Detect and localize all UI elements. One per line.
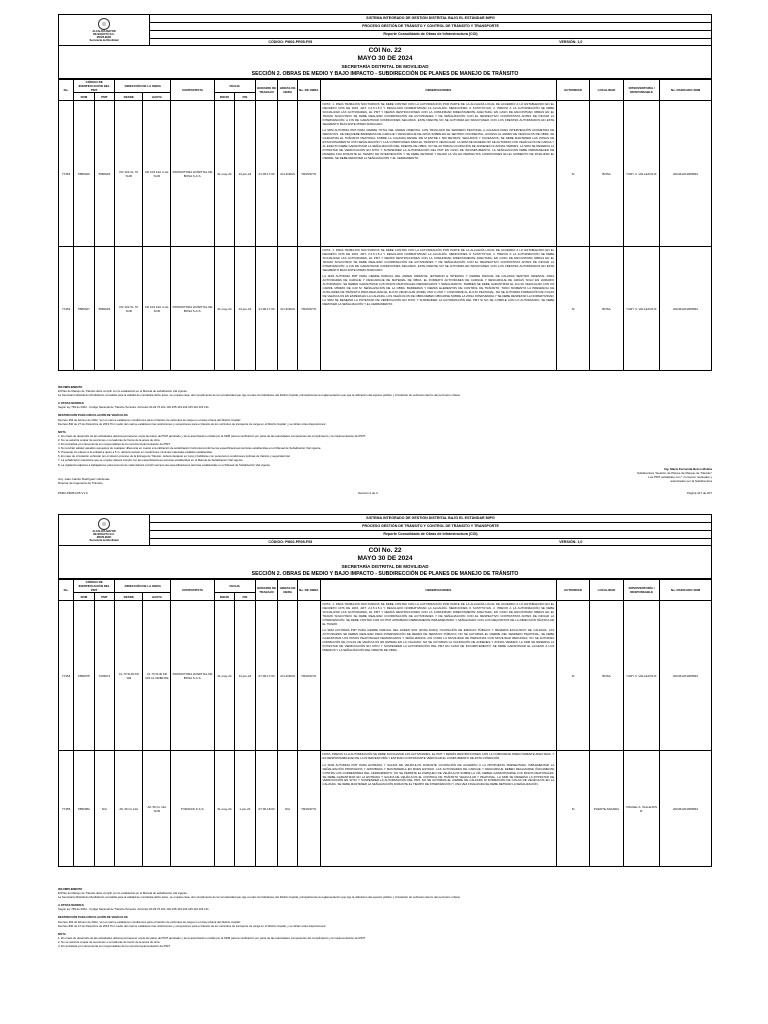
col-observaciones: OBSERVACIONES xyxy=(320,80,557,101)
notes-item: 8. La vigilancia adjuntos a trabajadores para terceros de cada deberá cumplir siempre las especificaciones técnicas establecidas en el Manual de Señalización Vial vigente. xyxy=(58,462,271,467)
col-desde: DESDE xyxy=(115,93,143,101)
col-obra: No. DE OBRA xyxy=(297,580,320,601)
col-codigo: CÓDIGO DE IDENTIFICACIÓN DEL PMT xyxy=(74,580,115,593)
logo-line: DE BOGOTÁ D.C. xyxy=(93,533,115,536)
signature-left-name: Arq. Juan Camilo Rodríguez Cárdenas xyxy=(58,476,110,481)
col-fecha: FECHA xyxy=(214,80,255,93)
bogota-logo xyxy=(59,515,150,545)
cell-autoridad: SI xyxy=(557,247,589,371)
coat-of-arms-icon xyxy=(98,518,110,530)
cell-autoridad: SI xyxy=(557,751,589,867)
footer-code: PM02-PR05-F05 V1,0 xyxy=(58,490,88,495)
obs-note: NOTA: 1. PARA TRABAJOS NOCTURNOS SE DEBE CONTAR CON LA AUTORIZACIÓN POR PARTE DE LA ALCALDÍA LOCAL DE ACUERDO A LO ESTABLECIDO EN EL DECRETO 1076 DE 2015, ART. 2.2.5.1.5.4 Y REGULADO NORMATIVIDAD LA ALCALDÍA. MEDICIONES O SUSTITUYAN, 2. PREVIO A LA AUTORIZACIÓN SE DEBE SOCIALIZAR LAS ACTIVIDADES, EL PMT Y DEMÁS RESTRICCIONES CON LA COMUNIDAD DIRECTAMENTE AFECTADA; EN CASO DE ENCONTRAR OBRAS EN EL TRAMO SOLICITADO SE DEBE REALIZAR COORDINACIÓN DE ACTIVIDADES Y DE SEÑALIZACIÓN CON EL RESPECTIVO CONTRATISTA ANTES DE INICIAR LA INTERVENCIÓN. SE DEBE CONTAR CON UN PMT APROBADO DEBIDAMENTE IMPLEMENTADO Y SEÑALIZADO CON LOS REQUISITOS DE LA DIRECCIÓN TÉCNICA DE EL TRAMO. xyxy=(322,602,555,626)
notes-item: 6. En caso de circulación vehicular por el sitio/en proceso de la Entrega de Tránsito, deberá destacar en zona y habiliarse con personal en condiciones óptimas de tránsito y seguridad vial. xyxy=(58,454,291,459)
col-pmt: PMT xyxy=(94,593,115,601)
cell-num: TRANSITO xyxy=(297,101,320,247)
cell-horas: 24 HORAS xyxy=(278,247,297,371)
notes-heading: NOTA xyxy=(58,429,66,434)
signature-right-note: autorizados por la Subdirectora xyxy=(670,478,712,483)
cell-responsable: YURY V. VALLEJOS R. xyxy=(624,101,660,247)
col-observaciones: OBSERVACIONES xyxy=(320,580,557,601)
logo-line: MOVILIDAD xyxy=(96,536,112,539)
cell-localidad: PUENTE ARANDA xyxy=(589,751,624,867)
cell-observaciones xyxy=(320,601,557,751)
obs-note: NOTA: 1. PARA TRABAJOS NOCTURNOS SE DEBE CONTAR CON LA AUTORIZACIÓN POR PARTE DE LA ALCALDÍA LOCAL DE ACUERDO A LO ESTABLECIDO EN EL DECRETO 1076 DE 2015, ART. 2.2.5.1.5.4 Y REGULADO NORMATIVIDAD LA ALCALDÍA. MEDICIONES O SUSTITUYAN, 2. PREVIO A LA AUTORIZACIÓN SE DEBE SOCIALIZAR LAS ACTIVIDADES, EL PMT Y DEMÁS RESTRICCIONES CON LA COMUNIDAD DIRECTAMENTE AFECTADA; EN CASO DE ENCONTRAR OBRAS EN EL TRAMO SOLICITADO SE DEBE REALIZAR COORDINACIÓN DE ACTIVIDADES Y DE SEÑALIZACIÓN CON EL RESPECTIVO CONTRATISTA ANTES DE INICIAR LA INTERVENCIÓN. A FIN DE GARANTIZAR CONDICIONES SEGURAS, ESTE FRENTE NO SE AUTORIZA EN SIMULTÁNEO CON LOS FRENTES AUTORIZADOS EN ESTE SEGMENTO BAJO ESTE MISMO RADICADO. xyxy=(322,102,555,126)
notes-block xyxy=(58,887,712,948)
cell-sdm: 5580075 xyxy=(74,601,95,751)
col-fecha: FECHA xyxy=(214,580,255,593)
notes-heading: RESTRICCIÓN PARA CIRCULACIÓN DE VEHÍCULOS xyxy=(58,915,128,920)
cell-fin: 13-jun-24 xyxy=(235,601,256,751)
header-process: PROCESO GESTIÓN DE TRÁNSITO Y CONTROL DE TRÁNSITO Y TRANSPORTE xyxy=(150,523,711,531)
cell-responsable: MIGUEL A. VALLEJOS R. xyxy=(624,751,660,867)
cell-radicado: 202461201905832 xyxy=(659,751,711,867)
cell-autoridad: SI xyxy=(557,601,589,751)
table-row xyxy=(59,101,712,247)
notes-heading: RESTRICCIÓN PARA CIRCULACIÓN DE VEHÍCULOS xyxy=(58,413,128,418)
notes-item: 1. El ornato de desarrollo de las actividades deberá permanecer copia del plano del PMT aprobado y de la autorización emitida por la SDM para la verificación por parte de las autoridades competentes del cumplimiento y la implementación del PMT. xyxy=(58,433,366,438)
cell-num: TRANSITO xyxy=(297,601,320,751)
notes-item: 7. La señalización transitoria que se emplee deberá cumplir con las especificaciones técnicas establecidas en el Manual de Señalización Vial vigente. xyxy=(58,458,244,463)
cell-autoridad: SI xyxy=(557,101,589,247)
col-inicio: INICIO xyxy=(214,93,235,101)
notes-heading: A OTRAS NORMAS xyxy=(58,903,84,908)
title-block xyxy=(58,546,712,579)
signature-right-note: Los PMT señalados con * no fueron revisados y xyxy=(648,474,712,479)
col-contratista: CONTRATISTA xyxy=(171,580,214,601)
header-code: CÓDIGO: PM02-PR05-F05 xyxy=(268,540,313,544)
header-version: VERSIÓN: 1,0 xyxy=(559,540,583,544)
cell-desde: KR 103 CL 70 SUR xyxy=(115,247,143,371)
cell-contratista: PROMOTORA HOSPITAL DE BOSA S.A.S. xyxy=(171,101,214,247)
cell-hasta: CL 73 SUR KR 103 AL ORIENTE xyxy=(143,601,171,751)
signature-right-role: Subdirectora "Gestión de Planes de Manejo de Tránsito" xyxy=(636,470,712,475)
notes-heading: INCUMPLIMIENTO xyxy=(58,887,83,891)
table-row xyxy=(59,247,712,371)
cell-contratista: PROMOTORA HOSPITAL DE BOSA S.A.S. xyxy=(171,601,214,751)
col-sdm: SDM xyxy=(74,93,95,101)
col-localidad: LOCALIDAD xyxy=(589,80,624,101)
cell-horas: 24 HORAS xyxy=(278,101,297,247)
obs-detail: LA SDM AUTORIZA PMT PARA CIERRE TOTAL DEL ANDEN ORIENTAL CON TRASLADO DE SENDERO PEATONAL A CALZADA PARA INTERVENCIÓN ACOMETIDA DE SERVICIOS. SE REQUIERE BARRERAS DE CARGUE Y DESCARGUE DE GRÚA SOBRE EN EL SENTIDO OCCIDENTAL, ACCESO AL ANDEN DE VEHÍCULOS DE OBRA. SE GARANTIZA EL TRÁNSITO PEATONAL SOBRE LA CALZADA DESDE 300 M ENTRE 1 500 METROS; SEGUIDOS Y SUCESIVOS; SE DEBE MANTENER LAS ZONAS DE ESTACIONAMIENTO CON SEÑALIZACIÓN Y LAS CONDICIONES PARA EL TRÁNSITO VEHICULAR; LA SDM DE MANERA NO SE AUTORIZA CON VEHÍCULOS DE CARGA Y AL EFECTO DEBE GARANTIZAR LA SEÑALIZACIÓN DEL FRENTE DE OBRA. NO SE AUTORIZA OCUPACIÓN DE ANDENES NI ZONAS VERDES; LA SDM SE RESERVA LA POTESTAD DE VERIFICACIÓN EN SITIO Y SUSPENDER LA AUTORIZACIÓN DEL PMT EN CASO DE INCUMPLIMIENTO; LA SEÑALIZACIÓN DEBE PERMANECER DE MANERA FIJA DURANTE EL TIEMPO DE INTERVENCIÓN Y SE DEBE RETIRAR Y DEJAR LA VÍA EN PERFECTAS CONDICIONES EN EL MOMENTO DE FINALIZAR EL CIERRE. SE DEBE REMOVER LA SEÑALIZACIÓN Y EL CERRAMIENTO. xyxy=(322,128,555,160)
notes-item: 3. El contratista y/o interventoría son responsables de la correcta implementación del PMT. xyxy=(58,944,171,949)
notes-block xyxy=(58,385,712,467)
cell-horario: 21:00-17:00 xyxy=(255,247,278,371)
cell-localidad: BOSA xyxy=(589,601,624,751)
footer-section: Sección 2 de 2 xyxy=(358,490,378,495)
works-table xyxy=(58,579,712,867)
cell-desde: AK 30 CL 11A xyxy=(115,751,143,867)
col-horas: HORAS DE OBRA xyxy=(278,80,297,101)
logo-line: Secretaría de Movilidad xyxy=(89,39,119,42)
document-page-1 xyxy=(58,14,712,499)
obs-detail: LA SDM AUTORIZA PMT PARA CIERRE PARCIAL DEL ANDEN ORIENTAL (EXTERNO E INTERNO) Y CIERRE PARCIAL DE CALZADA SENTIDO ORIENTAL PARA ACTIVIDADES DE CARGUE Y DESCARGUE DE MATERIAL DE OBRA. EL FORMATO ACTIVIDADES DE CARGUE Y DESCARGUE DE GRÚAS SOLO EN HORARIO AUTORIZADO. SE DEBEN GARANTIZAR LOS PASOS PEATONALES DEMARCADOS Y SEÑALIZADOS; TAMBIÉN SE DEBE GARANTIZAR EL FLUJO VEHICULAR CON UN CARRIL MÍNIMO DE 3.00 M. SEÑALIZACIÓN DE LA OBRA: BARRERAS Y DEMÁS ELEMENTOS DE CONTROL DE TRÁNSITO; TODO MOMENTO LA PRESENCIA DE AUXILIARES DE TRÁNSITO PARA REALIZAR EL FLUJO VEHICULAR (PARE) UNO A UNO Y CONFORME AL FLUJO PEATONAL; NO SE AUTORIZA FORMACIÓN DE COLAS DE VEHÍCULOS EN ESPERA EN LA CALZADA, LOS VEHÍCULOS DE OBRA DEBEN UBICARSE SOBRE LA ZONA INTERVENIDA Y SE DEBE RESPETAR LA NORMATIVIDAD; LA SDM SE RESERVA LA POTESTAD DE VERIFICACIÓN EN SITIO Y SUSPENDER LA AUTORIZACIÓN DEL PMT SI NO SE CUMPLE CON LO AUTORIZADO. SE DEBE REMOVER LA SEÑALIZACIÓN Y EL CERRAMIENTO. xyxy=(322,274,555,306)
obs-detail: LA SDM AUTORIZA PMT PARA CIERRE PARCIAL DEL ANDEN SUR (ZONA DURA) OCUPACIÓN DE ESPACIO PÚBLICO Y RESERVA EXCLUSIVO DE CALZADA. LAS ACTIVIDADES SE DEBEN REALIZAR PARA INTERVENCIÓN DE REDES DE SERVICIO PÚBLICO; NO SE AUTORIZA EL CIERRE DEL SENDERO PEATONAL, SE DEBE GARANTIZAR LOS PASOS PEATONALES DEMARCADOS Y SEÑALIZADOS; ASÍ COMO LA MOVILIDAD DE PERSONAS CON MOVILIDAD REDUCIDA; NO SE AUTORIZA FORMACIÓN DE COLAS DE VEHÍCULOS EN ESPERA EN LA CALZADA; NO SE AUTORIZA LA OCUPACIÓN DE ANDENES Y ZONAS VERDES; LA SDM SE RESERVA LA POTESTAD DE VERIFICACIÓN EN SITIO Y SUSPENDER LA AUTORIZACIÓN DEL PMT EN CASO DE INCUMPLIMIENTO; SE DEBE GARANTIZAR EL ACCESO A LOS PREDIOS Y LA SEÑALIZACIÓN DEL FRENTE DE OBRA. xyxy=(322,628,555,652)
cell-contratista: PROMOTORA HOSPITAL DE BOSA S.A.S. xyxy=(171,247,214,371)
footer-page: Página 117 de 207 xyxy=(687,490,712,495)
title-block xyxy=(58,46,712,79)
cell-inicio: 31-may-24 xyxy=(214,247,235,371)
cell-no: 77453 xyxy=(59,247,74,371)
col-radicado: No. RADICADO SDM xyxy=(659,580,711,601)
logo-line: MOVILIDAD xyxy=(96,36,112,39)
section-title: SECCIÓN 2. OBRAS DE MEDIO Y BAJO IMPACTO - SUBDIRECCIÓN DE PLANES DE MANEJO DE TRÁNSITO xyxy=(59,570,711,579)
cell-fin: 13-jun-24 xyxy=(235,247,256,371)
table-row xyxy=(59,751,712,867)
col-responsable: INTERVENTORÍA / RESPONSABLE xyxy=(624,80,660,101)
cell-contratista: TOMAVAS S.A.S. xyxy=(171,751,214,867)
section-title: SECCIÓN 2. OBRAS DE MEDIO Y BAJO IMPACTO - SUBDIRECCIÓN DE PLANES DE MANEJO DE TRÁNSITO xyxy=(59,70,711,79)
cell-responsable: YURY V. VALLEJOS R. xyxy=(624,247,660,371)
signature-left-role: Director de Ingeniería de Tránsito xyxy=(58,480,103,485)
cell-pmt: 5580026 xyxy=(94,101,115,247)
cell-observaciones xyxy=(320,101,557,247)
col-no: No. xyxy=(59,580,74,601)
notes-item: 1. El ornato de desarrollo de las actividades deberá permanecer copia del plano del PMT aprobado y de la autorización emitida por la SDM para la verificación por parte de las autoridades competentes del cumplimiento y la implementación del PMT. xyxy=(58,935,366,940)
notes-item: 5. Presentar los planos a la entidad a quien a 5 m, deberán actuar en condiciones mínimas materiales estables establecidas. xyxy=(58,450,213,455)
cell-horario: 07:00-18:00 xyxy=(255,751,278,867)
logo-line: Secretaría de Movilidad xyxy=(89,539,119,542)
report-date: MAYO 30 DE 2024 xyxy=(357,555,413,562)
cell-hasta: KR 103 12A m AL SUR xyxy=(143,101,171,247)
header-code: CÓDIGO: PM02-PR05-F05 xyxy=(268,40,313,44)
notes-line: La Secretaría Distrital de Movilidad lo convalida para la calidad de contratista dicho aviso, se emplea casa, del cumplimiento de la normatividad que rige a todos los habitantes del Distrito Capital, principalmente la reglamentación que rige la utilización del espacio público y circulación de vehículos dentro del perímetro urbano. xyxy=(58,895,461,900)
bogota-logo xyxy=(59,15,150,45)
col-autoridad: AUTORIDAD xyxy=(557,580,589,601)
header-report: Reporte Consolidado de Obras de Infraestructura (COI) xyxy=(150,31,711,39)
cell-no: 77455 xyxy=(59,751,74,867)
document-page-2 xyxy=(58,514,712,948)
notes-line: Decreto 294 de febrero de 2022, 'por el cual se establecen condiciones para el tránsito de vehículos de carga en el área urbana del Distrito Capital'. xyxy=(58,919,242,924)
logo-line: ALCALDÍA MAYOR xyxy=(92,530,116,533)
page-footer xyxy=(58,491,712,499)
cell-horario: 07:00-17:00 xyxy=(255,601,278,751)
cell-num: TRANSITO xyxy=(297,247,320,371)
col-fin: FIN xyxy=(235,593,256,601)
notes-heading: A OTRAS NORMAS xyxy=(58,401,84,406)
notes-line: Según ley 769 de 2002 - Código Nacional de Tránsito Terrestre. Artículos 60.29.76.101.104.105.103.104.105.110.115.131. xyxy=(58,907,210,912)
notes-line: Decreto 840 de 27 de Diciembre de 2019 'Por medio del cual se establecen las restricciones y excepciones para el tránsito de los vehículos de transporte de carga en el Distrito Capital, y se dictan otras disposiciones'. xyxy=(58,421,327,426)
col-fin: FIN xyxy=(235,93,256,101)
document-header xyxy=(58,14,712,46)
cell-no: 77454 xyxy=(59,601,74,751)
col-direccion: DIRECCIÓN DE LA OBRA xyxy=(115,80,171,93)
col-hasta: HASTA xyxy=(143,93,171,101)
cell-fin: 1-jun-24 xyxy=(235,751,256,867)
col-autoridad: AUTORIDAD xyxy=(557,80,589,101)
col-hasta: HASTA xyxy=(143,593,171,601)
col-direccion: DIRECCIÓN DE LA OBRA xyxy=(115,580,171,593)
col-sdm: SDM xyxy=(74,593,95,601)
cell-sdm: 5580026 xyxy=(74,101,95,247)
notes-line: Decreto 840 de 27 de Diciembre de 2019 'Por medio del cual se establecen las restricciones y excepciones para el tránsito de los vehículos de transporte de carga en el Distrito Capital, y se dictan otras disposiciones'. xyxy=(58,923,327,928)
coi-number: COI No. 22 xyxy=(368,547,402,554)
col-horario: HORARIO DE TRABAJO xyxy=(255,80,278,101)
cell-observaciones xyxy=(320,247,557,371)
notes-line: Decreto 294 de febrero de 2022, 'por el cual se establecen condiciones para el tránsito de vehículos de carga en el área urbana del Distrito Capital'. xyxy=(58,417,242,422)
cell-num: TRANSITO xyxy=(297,751,320,867)
cell-hasta: AK 30 CL 11A SUR xyxy=(143,751,171,867)
notes-item: 2. No se autoriza ocupar de secciones o nervaduras de frente de la acera de obra. xyxy=(58,437,161,442)
header-version: VERSIÓN: 1,0 xyxy=(559,40,583,44)
notes-line: El Plan de Manejo de Tránsito debe cumplir con lo establecido en el Manual de señalización vial vigente. xyxy=(58,891,188,896)
coat-of-arms-icon xyxy=(98,18,110,30)
col-horas: HORAS DE OBRA xyxy=(278,580,297,601)
cell-radicado: 202461201905832 xyxy=(659,601,711,751)
col-radicado: No. RADICADO SDM xyxy=(659,80,711,101)
col-pmt: PMT xyxy=(94,93,115,101)
report-date: MAYO 30 DE 2024 xyxy=(357,55,413,62)
cell-pmt: N/A xyxy=(94,751,115,867)
signature-right-name: Ing. María Fernanda Bravo Molina xyxy=(663,466,712,471)
cell-pmt: 7235072 xyxy=(94,601,115,751)
cell-desde: KR 103 CL 70 SUR xyxy=(115,101,143,247)
notes-line: El Plan de Manejo de Tránsito debe cumplir con lo establecido en el Manual de señalización vial vigente. xyxy=(58,389,188,394)
cell-no: 77453 xyxy=(59,101,74,247)
cell-horas: N/A xyxy=(278,751,297,867)
cell-pmt: 5580026 xyxy=(94,247,115,371)
col-horario: HORARIO DE TRABAJO xyxy=(255,580,278,601)
logo-line: ALCALDÍA MAYOR xyxy=(92,30,116,33)
cell-horas: 24 HORAS xyxy=(278,601,297,751)
cell-localidad: BOSA xyxy=(589,101,624,247)
col-contratista: CONTRATISTA xyxy=(171,80,214,101)
secretaria-title: SECRETARÍA DISTRITAL DE MOVILIDAD xyxy=(341,64,429,69)
cell-hasta: KR 103 12A m AL SUR xyxy=(143,247,171,371)
obs-note: NOTA: PREVIO A LA AUTORIZACIÓN SE DEBE SOCIALIZAR LAS ACTIVIDADES, EL PMT Y DEMÁS RESTRICCIONES CON LA COMUNIDAD DIRECTAMENTE AFECTADA. Y ES RESPONSABILIDAD DE LA INTERVENTORÍA Y ENTIDAD CONTRATANTE VERIFICAR EL CUMPLIMIENTO DE ESTA CONDICIÓN. xyxy=(322,752,555,760)
cell-localidad: BOSA xyxy=(589,247,624,371)
document-header xyxy=(58,514,712,546)
cell-desde: CL 73 SUR KR 103 xyxy=(115,601,143,751)
notes-line: Según ley 769 de 2002 - Código Nacional de Tránsito Terrestre. Artículos 60.29.76.101.104.105.103.104.105.110.115.131. xyxy=(58,405,210,410)
notes-item: 3. El contratista y/o interventoría son responsables de la correcta implementación del PMT. xyxy=(58,442,171,447)
obs-detail: LA SDM AUTORIZA PMT PARA ENTRADA Y SALIDA DE VEHÍCULOS DURANTE OCUPACIÓN DE ACUERDO A LA PROPUESTA PRESENTADA, IMPLEMENTAR LA SEÑALIZACIÓN PROPUESTA Y APROBADA Y MANTENERLA EN BUEN ESTADO. LAS ACTIVIDADES DE CARGUE Y DESCARGUE DEBEN REALIZARSE ÚNICAMENTE CONTRA LOS CORREDORES DEL CERRAMIENTO; NO SE PERMITE EL PARQUEO DE VEHÍCULOS SOBRE LA VÍA; DEBEN GARANTIZARSE LOS PASOS PEATONALES. SE DEBE GARANTIZAR EN LA ENTRADA Y SALIDA DE VEHÍCULOS EL CONTROL DE TRÁNSITO VEHICULAR Y PEATONAL. LA SDM SE RESERVA LA POTESTAD DE VERIFICACIÓN EN SITIO Y SUSPENDER LA AUTORIZACIÓN DEL PMT. NO SE AUTORIZA EL CIERRE DE CALZADA NI FORMACIÓN DE COLAS DE VEHÍCULOS EN LA CALZADA. SE DEBE MANTENER LA SEÑALIZACIÓN DURANTE EL TIEMPO DE INTERVENCIÓN Y UNA VEZ FINALIZADA SE DEBE RETIRAR LA SEÑALIZACIÓN. xyxy=(322,762,555,787)
cell-inicio: 31-may-24 xyxy=(214,751,235,867)
table-row xyxy=(59,601,712,751)
works-table xyxy=(58,79,712,371)
header-report: Reporte Consolidado de Obras de Infraestructura (COI) xyxy=(150,531,711,539)
header-system: SISTEMA INTEGRADO DE GESTIÓN DISTRITAL BAJO EL ESTÁNDAR MIPG xyxy=(150,15,711,23)
cell-inicio: 31-may-24 xyxy=(214,601,235,751)
signatures xyxy=(58,467,712,491)
header-process: PROCESO GESTIÓN DE TRÁNSITO Y CONTROL DE TRÁNSITO Y TRANSPORTE xyxy=(150,23,711,31)
col-responsable: INTERVENTORÍA / RESPONSABLE xyxy=(624,580,660,601)
cell-radicado: 202461201905832 xyxy=(659,247,711,371)
cell-radicado: 202461201905832 xyxy=(659,101,711,247)
coi-number: COI No. 22 xyxy=(368,47,402,54)
col-obra: No. DE OBRA xyxy=(297,80,320,101)
cell-horario: 21:00-17:00 xyxy=(255,101,278,247)
cell-inicio: 31-may-24 xyxy=(214,101,235,247)
notes-heading: INCUMPLIMIENTO xyxy=(58,385,83,389)
notes-item: 4. No tendrán validez aquellos supuestos de cualquier diferencia en cuanto a la utilización de señalización horizontal conforme las especificaciones técnicas establecidas en el Manual de Señalización Vial vigente. xyxy=(58,446,322,451)
notes-line: La Secretaría Distrital de Movilidad lo convalida para la calidad de contratista dicho aviso, se emplea casa, del cumplimiento de la normatividad que rige a todos los habitantes del Distrito Capital, principalmente la reglamentación que rige la utilización del espacio público y circulación de vehículos dentro del perímetro urbano. xyxy=(58,393,461,398)
col-localidad: LOCALIDAD xyxy=(589,580,624,601)
cell-sdm: 5580027 xyxy=(74,247,95,371)
col-desde: DESDE xyxy=(115,593,143,601)
col-inicio: INICIO xyxy=(214,593,235,601)
cell-sdm: 5580382 xyxy=(74,751,95,867)
notes-item: 2. No se autoriza ocupar de secciones o nervaduras de frente de la acera de obra. xyxy=(58,939,161,944)
header-system: SISTEMA INTEGRADO DE GESTIÓN DISTRITAL BAJO EL ESTÁNDAR MIPG xyxy=(150,515,711,523)
cell-responsable: YURY V. VALLEJOS R. xyxy=(624,601,660,751)
col-no: No. xyxy=(59,80,74,101)
logo-line: DE BOGOTÁ D.C. xyxy=(93,33,115,36)
cell-fin: 13-jun-24 xyxy=(235,101,256,247)
secretaria-title: SECRETARÍA DISTRITAL DE MOVILIDAD xyxy=(341,564,429,569)
cell-observaciones xyxy=(320,751,557,867)
col-codigo: CÓDIGO DE IDENTIFICACIÓN DEL PMT xyxy=(74,80,115,93)
obs-note: NOTA: 1. PARA TRABAJOS NOCTURNOS SE DEBE CONTAR CON LA AUTORIZACIÓN POR PARTE DE LA ALCALDÍA LOCAL DE ACUERDO A LO ESTABLECIDO EN EL DECRETO 1076 DE 2015, ART. 2.2.5.1.5.4 Y REGULADO NORMATIVIDAD LA ALCALDÍA. MEDICIONES O SUSTITUYAN, 2. PREVIO A LA AUTORIZACIÓN SE DEBE SOCIALIZAR LAS ACTIVIDADES, EL PMT Y DEMÁS RESTRICCIONES CON LA COMUNIDAD DIRECTAMENTE AFECTADA; EN CASO DE ENCONTRAR OBRAS EN EL TRAMO SOLICITADO SE DEBE REALIZAR COORDINACIÓN DE ACTIVIDADES Y DE SEÑALIZACIÓN CON EL RESPECTIVO CONTRATISTA ANTES DE INICIAR LA INTERVENCIÓN. A FIN DE GARANTIZAR CONDICIONES SEGURAS, ESTE FRENTE NO SE AUTORIZA EN SIMULTÁNEO CON LOS FRENTES AUTORIZADOS EN ESTE SEGMENTO BAJO ESTE MISMO RADICADO. xyxy=(322,248,555,272)
notes-heading: NOTA xyxy=(58,931,66,936)
